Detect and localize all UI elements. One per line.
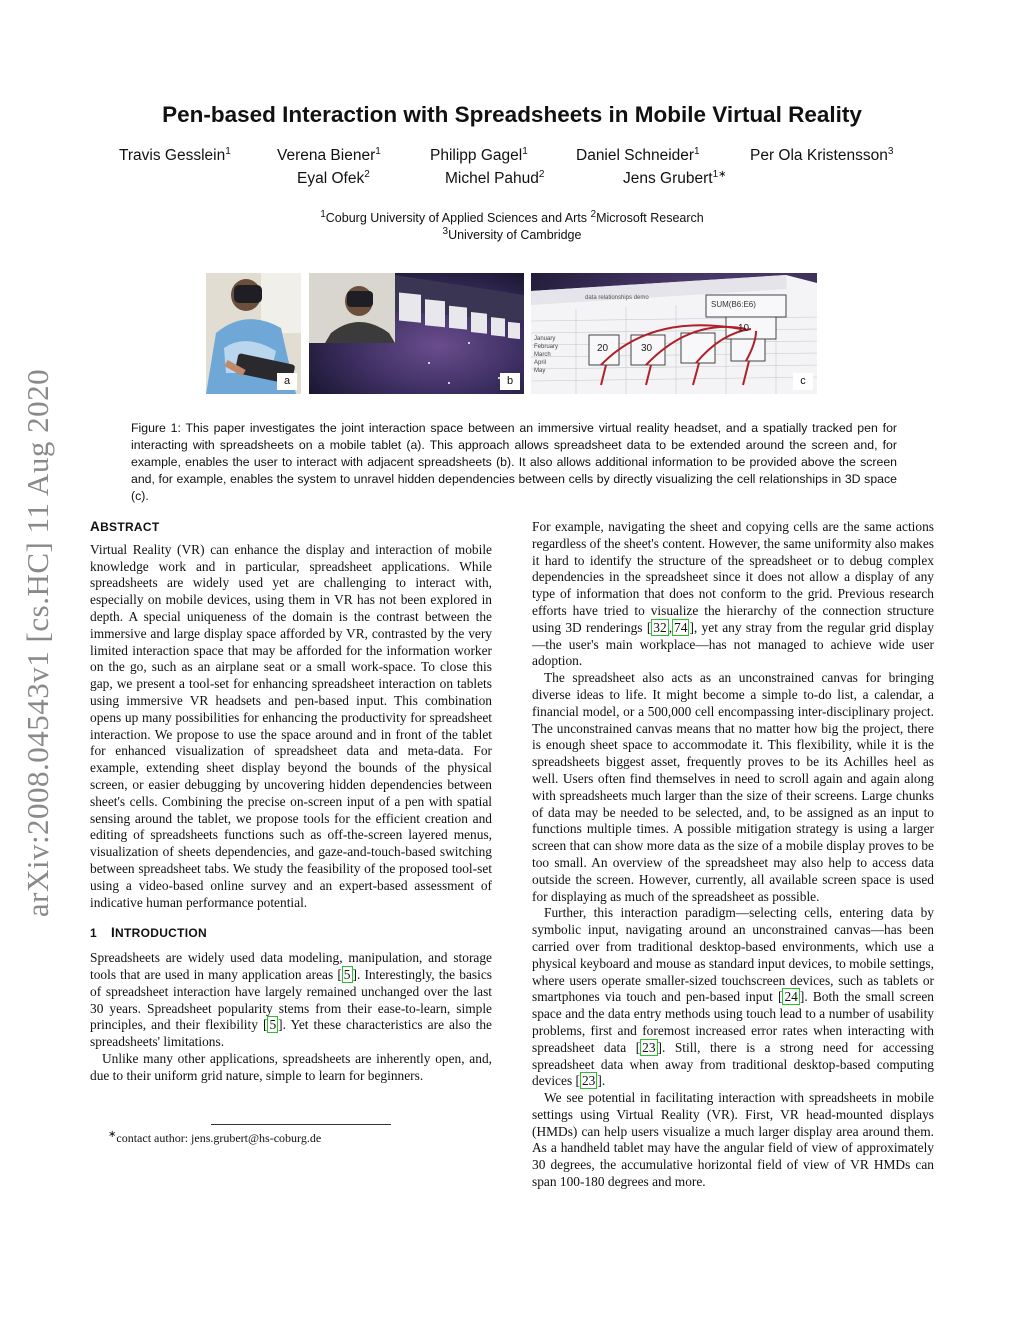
intro-paragraph: Unlike many other applications, spreadsheets are inherently open, and, due to their uniform grid nature, simple to learn for beginners. xyxy=(90,1050,492,1083)
sheet-cell-value: 20 xyxy=(597,343,609,354)
panel-tag-b: b xyxy=(500,373,520,390)
left-column xyxy=(90,519,492,1085)
author: Daniel Schneider$^1$ xyxy=(576,146,700,165)
panel-tag-a: a xyxy=(277,373,297,390)
citation-link[interactable]: 24 xyxy=(784,989,798,1005)
sheet-cell-value: 30 xyxy=(641,343,653,354)
author: Michel Pahud$^2$ xyxy=(445,169,545,188)
author: Philipp Gagel$^1$ xyxy=(430,146,528,165)
citation-link[interactable]: 23 xyxy=(642,1039,656,1055)
paper-title: Pen-based Interaction with Spreadsheets in Mobile Virtual Reality xyxy=(162,102,862,127)
body-paragraph: The spreadsheet also acts as an unconstrained canvas for bringing diverse ideas to life. It might become a simple to-do list, a calendar, a financial model, or a 500,000 cell encompassing inter-disciplinary project. The unconstrained canvas means that no matter how big the project, there is enough sheet space to accommodate it. This flexibility, while it is the spreadsheets biggest asset, frequently proves to be its Achilles heel as well. Users often find themselves in need to scroll again and again along with spreadsheets much larger than the size of their screens. Large chunks of data may be needed to be selected, and, to be assigned as an input to functions multiple times. A possible mitigation strategy is using a larger screen that can show more data as the size of a mobile display proves to be too small. An overview of the spreadsheet may also help to access data outside the screen. However, currently, all available screen space is used for displaying as much of the spreadsheet as possible. xyxy=(532,670,934,904)
introduction-heading: 1 INTRODUCTION xyxy=(90,925,208,941)
abstract-heading: ABSTRACT xyxy=(90,519,160,534)
footnote: ∗contact author: jens.grubert@hs-coburg.de xyxy=(108,1129,322,1145)
body-paragraph: For example, navigating the sheet and copying cells are the same actions regardless of the sheet's content. However, the same uniformity also makes it hard to identify the structure of the spreadsheet or to debug complex dependencies in the spreadsheet since it does not allow a display of any type of information that does not conform to the grid. Previous research efforts have tried to visualize the hierarchy of the connection structure using 3D renderings [ 32 , 74 ], yet any stray from the regular grid display—the user's main workplace—has not managed to achieve wide user adoption. xyxy=(532,519,934,669)
citation-link[interactable]: 74 xyxy=(674,619,688,635)
citation-link[interactable]: 5 xyxy=(269,1017,277,1033)
author: Jens Grubert$^{1∗}$ xyxy=(623,169,727,188)
affiliation-line: $^1$Coburg University of Applied Sciences and Arts $^2$Microsoft Research xyxy=(320,209,704,226)
figure-panel-a xyxy=(206,273,301,394)
sheet-formula-text: SUM(B6:E6) xyxy=(711,300,756,309)
sheet-row-labels: January February March April May xyxy=(534,336,559,374)
body-paragraph: Further, this interaction paradigm—selecting cells, entering data by symbolic input, navigating around an unconstrained canvas—has been carried over from traditional desktop-based environments, which use a physical keyboard and mouse as standard input devices, to mobile settings, where users operate smaller-sized touchscreen devices, such as tablets or smartphones via touch and pen-based input [ 24 ]. Both the small screen space and the data entry methods using touch lead to a number of usability problems, first and foremost increased error rates when interacting with spreadsheet data [ 23 ]. Still, there is a strong need for accessing spreadsheet data when away from traditional desktop-based computing devices [ 23 ]. xyxy=(532,905,934,1089)
arxiv-stamp: arXiv:2008.04543v1 [cs.HC] 11 Aug 2020 xyxy=(20,368,55,918)
citation-link[interactable]: 5 xyxy=(343,966,351,982)
abstract-text: Virtual Reality (VR) can enhance the display and interaction of mobile knowledge work and in particular, spreadsheet applications. While spreadsheets are widely used yet are challenging to interact with, especially on mobile devices, using them in VR has not been explored in depth. A special uniqueness of the domain is the contrast between the immersive and large display space afforded by VR, contrasted by the very limited interaction space that may be afforded for the information worker on the go, such as an airplane seat or a small work-space. To close this gap, we present a tool-set for enhancing spreadsheet interaction on tablets using immersive VR headsets and pen-based input. This combination opens up many possibilities for enhancing the productivity for spreadsheet interaction. We propose to use the space around and in front of the tablet for enhanced visualization of spreadsheet data and meta-data. For example, extending sheet display beyond the bounds of the physical screen, or easier debugging by uncovering hidden dependencies between sheet's cells. Combining the precise on-screen input of a pen with spatial sensing around the tablet, we propose tools for the efficient creation and editing of spreadsheets functions such as off-the-screen layered menus, visualization of sheets dependencies, and gaze-and-touch-based switching between spreadsheet tabs. We study the feasibility of the proposed tool-set using a video-based online survey and an expert-based assessment of indicative human performance potential. xyxy=(90,541,492,910)
figure-panel-b xyxy=(309,273,524,394)
sheet-header-text: data relationships demo xyxy=(585,295,649,301)
citation-link[interactable]: 23 xyxy=(581,1073,596,1089)
figure-caption: Figure 1: This paper investigates the joint interaction space between an immersive virtual reality headset, and a spatially tracked pen for interacting with spreadsheets on a mobile tablet (a). This approach allows spreadsheet data to be extended around the screen and, for example, enables the user to interact with adjacent spreadsheets (b). It also allows additional information to be provided above the screen and, for example, enables the system to unravel hidden dependencies between cells by directly visualizing the cell relationships in 3D space (c). xyxy=(131,421,897,503)
figure-panel-c xyxy=(531,273,817,394)
right-column xyxy=(532,519,934,1191)
affiliation-line: $^3$University of Cambridge xyxy=(442,226,582,243)
author: Travis Gesslein$^1$ xyxy=(119,146,231,165)
sheet-cell-value: 10 xyxy=(738,323,750,334)
body-paragraph: We see potential in facilitating interaction with spreadsheets in mobile settings using Virtual Reality (VR). First, VR head-mounted displays (HMDs) can help users visualize a much larger display area around them. As a handheld tablet may have the angular field of view of approximately 30 degrees, the accumulative horizontal field of view of VR HMDs can span 100-180 degrees and more. xyxy=(532,1090,934,1190)
author: Verena Biener$^1$ xyxy=(277,146,381,165)
intro-paragraph: Spreadsheets are widely used data modeling, manipulation, and storage tools that are used in many application areas [ 5 ]. Interestingly, the basics of spreadsheet interaction have largely remained unchanged over the last 30 years. Spreadsheet popularity stems from their ease-to-learn, simple principles, and their flexibility [ 5 ]. Yet these characteristics are also the spreadsheets' limitations. xyxy=(90,950,493,1050)
author: Eyal Ofek$^2$ xyxy=(297,169,370,188)
citation-link[interactable]: 32 xyxy=(653,619,667,635)
author: Per Ola Kristensson$^3$ xyxy=(750,146,894,165)
footnote-rule xyxy=(211,1124,391,1125)
panel-tag-c: c xyxy=(793,373,813,390)
